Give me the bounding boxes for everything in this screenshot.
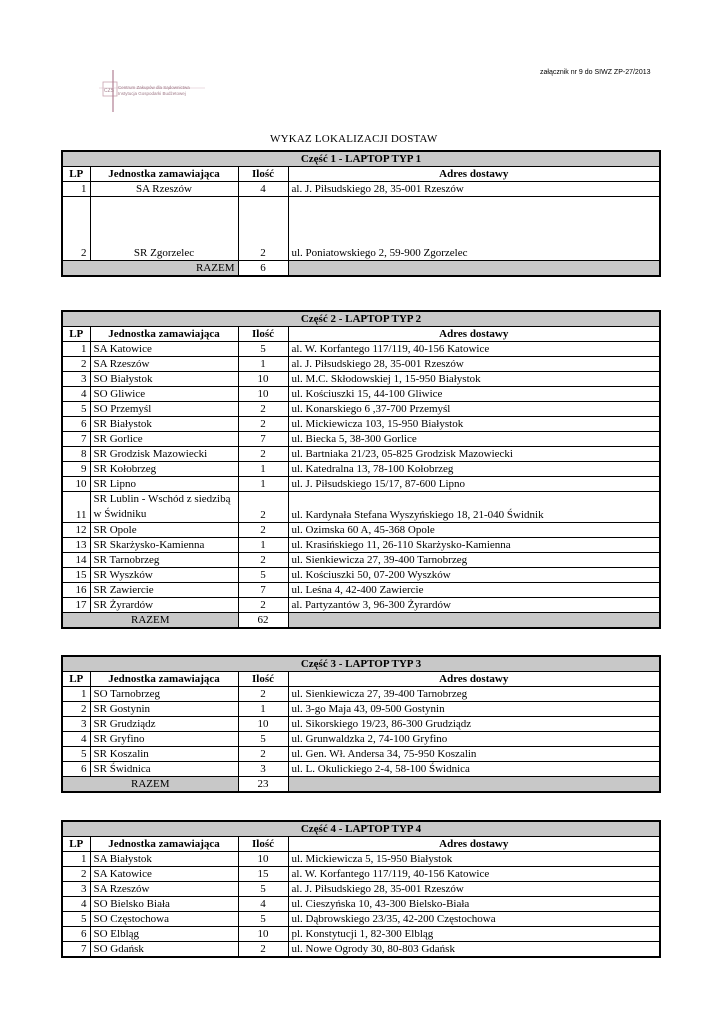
row-unit: SO Przemyśl: [90, 402, 238, 417]
row-unit: SO Gliwice: [90, 387, 238, 402]
row-unit: SO Bielsko Biała: [90, 897, 238, 912]
total-value: 23: [238, 777, 288, 793]
row-address: ul. Mickiewicza 103, 15-950 Białystok: [288, 417, 660, 432]
row-qty: 4: [238, 182, 288, 197]
row-lp: 10: [62, 477, 90, 492]
col-unit: Jednostka zamawiająca: [90, 327, 238, 342]
row-unit: SR Koszalin: [90, 747, 238, 762]
row-lp: 8: [62, 447, 90, 462]
row-qty: 2: [238, 447, 288, 462]
total-label: RAZEM: [62, 777, 238, 793]
row-address: ul. Cieszyńska 10, 43-300 Bielsko-Biała: [288, 897, 660, 912]
row-qty: 3: [238, 762, 288, 777]
row-qty: 2: [238, 747, 288, 762]
row-lp: 17: [62, 598, 90, 613]
part-title: Część 3 - LAPTOP TYP 3: [62, 656, 660, 672]
row-qty: 10: [238, 387, 288, 402]
table-row: [62, 538, 660, 553]
row-unit: SR Gorlice: [90, 432, 238, 447]
row-lp: 6: [62, 762, 90, 777]
col-address: Adres dostawy: [288, 167, 660, 182]
row-address: al. J. Piłsudskiego 28, 35-001 Rzeszów: [288, 357, 660, 372]
col-unit: Jednostka zamawiająca: [90, 167, 238, 182]
row-address: ul. Kościuszki 15, 44-100 Gliwice: [288, 387, 660, 402]
row-address: ul. L. Okulickiego 2-4, 58-100 Świdnica: [288, 762, 660, 777]
row-unit: SR Świdnica: [90, 762, 238, 777]
row-unit: SO Tarnobrzeg: [90, 687, 238, 702]
row-unit: SR Wyszków: [90, 568, 238, 583]
row-address: ul. Kościuszki 50, 07-200 Wyszków: [288, 568, 660, 583]
row-qty: 5: [238, 912, 288, 927]
table-row: [62, 598, 660, 613]
col-qty: Ilość: [238, 837, 288, 852]
col-unit: Jednostka zamawiająca: [90, 672, 238, 687]
row-unit: SR Białystok: [90, 417, 238, 432]
part-1-table: [61, 150, 661, 277]
row-lp: 4: [62, 732, 90, 747]
part-3-table: [61, 655, 661, 793]
row-lp: 1: [62, 852, 90, 867]
total-row: [62, 777, 660, 793]
table-row: [62, 447, 660, 462]
part-title: Część 1 - LAPTOP TYP 1: [62, 151, 660, 167]
row-lp: 15: [62, 568, 90, 583]
row-qty: 1: [238, 462, 288, 477]
row-qty: 2: [238, 942, 288, 958]
table-row: [62, 402, 660, 417]
row-qty: 7: [238, 432, 288, 447]
table-row: [62, 357, 660, 372]
table-row: [62, 197, 660, 261]
part-title: Część 2 - LAPTOP TYP 2: [62, 311, 660, 327]
col-unit: Jednostka zamawiająca: [90, 837, 238, 852]
row-address: ul. Katedralna 13, 78-100 Kołobrzeg: [288, 462, 660, 477]
row-unit: SA Katowice: [90, 342, 238, 357]
table-row: [62, 702, 660, 717]
table-row: [62, 568, 660, 583]
table-row: [62, 747, 660, 762]
row-lp: 6: [62, 417, 90, 432]
col-qty: Ilość: [238, 167, 288, 182]
row-lp: 3: [62, 717, 90, 732]
row-address: al. W. Korfantego 117/119, 40-156 Katowice: [288, 867, 660, 882]
row-address: ul. Kardynała Stefana Wyszyńskiego 18, 21-040 Świdnik: [288, 492, 660, 523]
table-row: [62, 372, 660, 387]
logo-line-2: Instytucja Gospodarki Budżetowej: [118, 91, 186, 96]
table-row: [62, 927, 660, 942]
table-row: [62, 942, 660, 958]
row-qty: 4: [238, 897, 288, 912]
part-4-table: [61, 820, 661, 958]
row-unit: SR Skarżysko-Kamienna: [90, 538, 238, 553]
row-unit: SR Zgorzelec: [90, 197, 238, 261]
row-address: al. Partyzantów 3, 96-300 Żyrardów: [288, 598, 660, 613]
row-unit: SA Rzeszów: [90, 182, 238, 197]
col-lp: LP: [62, 837, 90, 852]
table-row: [62, 462, 660, 477]
row-address: al. W. Korfantego 117/119, 40-156 Katowice: [288, 342, 660, 357]
row-address: ul. Poniatowskiego 2, 59-900 Zgorzelec: [288, 197, 660, 261]
row-address: ul. J. Piłsudskiego 15/17, 87-600 Lipno: [288, 477, 660, 492]
row-qty: 2: [238, 523, 288, 538]
row-address: ul. Konarskiego 6 ,37-700 Przemyśl: [288, 402, 660, 417]
table-row: [62, 417, 660, 432]
col-qty: Ilość: [238, 327, 288, 342]
total-label: RAZEM: [62, 613, 238, 629]
row-qty: 5: [238, 882, 288, 897]
row-address: ul. Leśna 4, 42-400 Zawiercie: [288, 583, 660, 598]
row-address: ul. Krasińskiego 11, 26-110 Skarżysko-Kamienna: [288, 538, 660, 553]
row-qty: 7: [238, 583, 288, 598]
total-row: [62, 613, 660, 629]
row-unit: SO Białystok: [90, 372, 238, 387]
row-unit: SR Lublin - Wschód z siedzibą w Świdniku: [90, 492, 238, 523]
col-lp: LP: [62, 327, 90, 342]
row-address: ul. Biecka 5, 38-300 Gorlice: [288, 432, 660, 447]
logo-mark: CZS: [104, 88, 114, 94]
row-qty: 2: [238, 417, 288, 432]
row-unit: SR Żyrardów: [90, 598, 238, 613]
total-value: 6: [238, 261, 288, 277]
row-unit: SO Częstochowa: [90, 912, 238, 927]
row-qty: 2: [238, 492, 288, 523]
row-lp: 5: [62, 912, 90, 927]
row-qty: 2: [238, 687, 288, 702]
table-row: [62, 182, 660, 197]
row-lp: 7: [62, 432, 90, 447]
row-lp: 4: [62, 387, 90, 402]
table-row: [62, 762, 660, 777]
row-unit: SR Tarnobrzeg: [90, 553, 238, 568]
row-unit: SR Grudziądz: [90, 717, 238, 732]
row-lp: 3: [62, 882, 90, 897]
col-lp: LP: [62, 672, 90, 687]
row-address: ul. 3-go Maja 43, 09-500 Gostynin: [288, 702, 660, 717]
row-lp: 14: [62, 553, 90, 568]
row-lp: 7: [62, 942, 90, 958]
row-lp: 16: [62, 583, 90, 598]
row-lp: 9: [62, 462, 90, 477]
row-unit: SR Kołobrzeg: [90, 462, 238, 477]
row-qty: 2: [238, 553, 288, 568]
table-row: [62, 687, 660, 702]
row-qty: 5: [238, 342, 288, 357]
row-address: ul. Mickiewicza 5, 15-950 Białystok: [288, 852, 660, 867]
table-row: [62, 523, 660, 538]
row-address: ul. Gen. Wł. Andersa 34, 75-950 Koszalin: [288, 747, 660, 762]
row-unit: SA Białystok: [90, 852, 238, 867]
row-address: ul. Sienkiewicza 27, 39-400 Tarnobrzeg: [288, 553, 660, 568]
row-lp: 11: [62, 492, 90, 523]
table-row: [62, 852, 660, 867]
logo-line-1: Centrum Zakupów dla Sądownictwa: [118, 85, 190, 90]
table-row: [62, 882, 660, 897]
row-unit: SR Zawiercie: [90, 583, 238, 598]
row-address: al. J. Piłsudskiego 28, 35-001 Rzeszów: [288, 182, 660, 197]
row-unit: SA Rzeszów: [90, 882, 238, 897]
row-lp: 6: [62, 927, 90, 942]
attachment-reference: załącznik nr 9 do SIWZ ZP-27/2013: [540, 69, 651, 76]
table-row: [62, 732, 660, 747]
table-row: [62, 477, 660, 492]
row-qty: 5: [238, 568, 288, 583]
row-qty: 10: [238, 852, 288, 867]
row-qty: 2: [238, 598, 288, 613]
row-address: al. J. Piłsudskiego 28, 35-001 Rzeszów: [288, 882, 660, 897]
part-title: Część 4 - LAPTOP TYP 4: [62, 821, 660, 837]
part-2-table: [61, 310, 661, 629]
row-lp: 4: [62, 897, 90, 912]
total-row: [62, 261, 660, 277]
row-address: ul. Bartniaka 21/23, 05-825 Grodzisk Mazowiecki: [288, 447, 660, 462]
row-lp: 13: [62, 538, 90, 553]
row-lp: 2: [62, 867, 90, 882]
table-row: [62, 553, 660, 568]
row-lp: 2: [62, 197, 90, 261]
row-lp: 1: [62, 182, 90, 197]
table-row: [62, 583, 660, 598]
row-unit: SO Elbląg: [90, 927, 238, 942]
row-lp: 3: [62, 372, 90, 387]
row-address: ul. Sikorskiego 19/23, 86-300 Grudziądz: [288, 717, 660, 732]
row-qty: 1: [238, 477, 288, 492]
row-address: pl. Konstytucji 1, 82-300 Elbląg: [288, 927, 660, 942]
table-row: [62, 912, 660, 927]
row-qty: 10: [238, 717, 288, 732]
row-lp: 5: [62, 402, 90, 417]
table-row: [62, 867, 660, 882]
row-lp: 5: [62, 747, 90, 762]
total-empty: [288, 613, 660, 629]
row-unit: SO Gdańsk: [90, 942, 238, 958]
table-row: [62, 897, 660, 912]
row-unit: SR Opole: [90, 523, 238, 538]
document-title: WYKAZ LOKALIZACJI DOSTAW: [270, 133, 438, 145]
row-qty: 5: [238, 732, 288, 747]
col-address: Adres dostawy: [288, 672, 660, 687]
row-lp: 2: [62, 702, 90, 717]
row-qty: 15: [238, 867, 288, 882]
table-row: [62, 387, 660, 402]
col-lp: LP: [62, 167, 90, 182]
row-address: ul. Dąbrowskiego 23/35, 42-200 Częstochowa: [288, 912, 660, 927]
logo-text: [118, 85, 190, 97]
col-address: Adres dostawy: [288, 327, 660, 342]
row-lp: 1: [62, 687, 90, 702]
col-address: Adres dostawy: [288, 837, 660, 852]
row-unit: SR Gostynin: [90, 702, 238, 717]
row-qty: 1: [238, 702, 288, 717]
row-qty: 2: [238, 402, 288, 417]
row-qty: 2: [238, 197, 288, 261]
table-row: [62, 432, 660, 447]
total-label: RAZEM: [62, 261, 238, 277]
row-lp: 1: [62, 342, 90, 357]
table-row: [62, 342, 660, 357]
row-unit: SR Lipno: [90, 477, 238, 492]
row-address: ul. M.C. Skłodowskiej 1, 15-950 Białystok: [288, 372, 660, 387]
total-empty: [288, 777, 660, 793]
table-row: [62, 492, 660, 523]
row-address: ul. Sienkiewicza 27, 39-400 Tarnobrzeg: [288, 687, 660, 702]
table-row: [62, 717, 660, 732]
total-value: 62: [238, 613, 288, 629]
col-qty: Ilość: [238, 672, 288, 687]
row-unit: SR Grodzisk Mazowiecki: [90, 447, 238, 462]
row-address: ul. Nowe Ogrody 30, 80-803 Gdańsk: [288, 942, 660, 958]
row-address: ul. Grunwaldzka 2, 74-100 Gryfino: [288, 732, 660, 747]
row-qty: 1: [238, 538, 288, 553]
row-qty: 10: [238, 372, 288, 387]
row-qty: 10: [238, 927, 288, 942]
row-unit: SA Rzeszów: [90, 357, 238, 372]
total-empty: [288, 261, 660, 277]
row-lp: 12: [62, 523, 90, 538]
row-unit: SR Gryfino: [90, 732, 238, 747]
row-unit: SA Katowice: [90, 867, 238, 882]
row-qty: 1: [238, 357, 288, 372]
row-address: ul. Ozimska 60 A, 45-368 Opole: [288, 523, 660, 538]
row-lp: 2: [62, 357, 90, 372]
